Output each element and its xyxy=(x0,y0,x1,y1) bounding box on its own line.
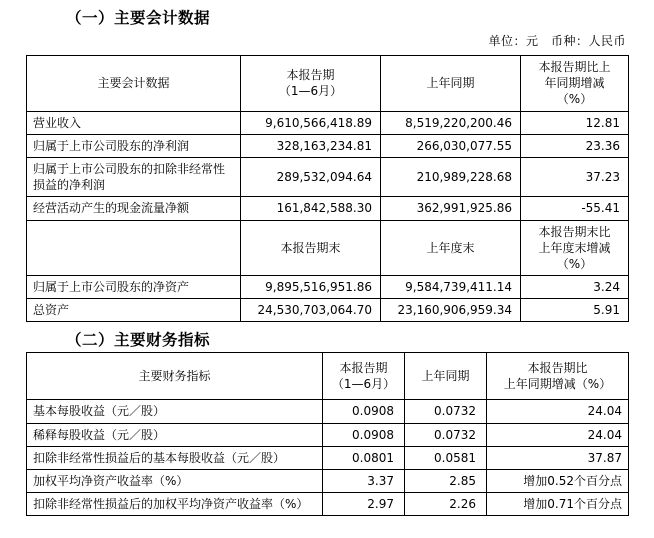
row-prior: 210,989,228.68 xyxy=(381,157,521,196)
row-prior: 0.0732 xyxy=(405,423,487,446)
row-change: 增加0.52个百分点 xyxy=(487,470,629,493)
row-change: 5.91 xyxy=(521,299,629,322)
table-row xyxy=(27,111,629,134)
header-cell-change xyxy=(487,353,629,400)
row-prior: 362,991,925.86 xyxy=(381,197,521,220)
table-row xyxy=(27,157,629,196)
row-prior: 0.0581 xyxy=(405,446,487,469)
header-cell-prior: 上年同期 xyxy=(405,353,487,400)
row-label: 扣除非经常性损益后的加权平均净资产收益率（%） xyxy=(27,493,323,516)
row-current: 0.0908 xyxy=(323,423,405,446)
row-current: 3.37 xyxy=(323,470,405,493)
header-change-line3: （%） xyxy=(556,92,593,107)
main-financial-indicators-table xyxy=(26,352,629,516)
header2-change-line1: 本报告期末比 xyxy=(538,224,611,239)
row-current: 2.97 xyxy=(323,493,405,516)
table-row xyxy=(27,276,629,299)
header2-cell-label xyxy=(27,220,241,276)
table-row xyxy=(27,470,629,493)
row-current: 328,163,234.81 xyxy=(241,134,381,157)
header-current-line2: （1—6月） xyxy=(331,377,396,392)
header-cell-current xyxy=(323,353,405,400)
row-label: 归属于上市公司股东的净资产 xyxy=(27,276,241,299)
unit-currency-note: 单位：元 币种：人民币 xyxy=(488,34,626,48)
table-header-row xyxy=(27,56,629,112)
row-change: 24.04 xyxy=(487,400,629,423)
header-current-line2: （1—6月） xyxy=(278,84,343,99)
header2-change-line3: （%） xyxy=(556,256,593,271)
header-change-line1: 本报告期比上 xyxy=(538,60,611,74)
section-title-financial-indicators: （二）主要财务指标 xyxy=(66,331,211,350)
row-prior: 8,519,220,200.46 xyxy=(381,111,521,134)
row-prior: 2.85 xyxy=(405,470,487,493)
row-label: 扣除非经常性损益后的基本每股收益（元／股） xyxy=(27,446,323,469)
row-change: 37.23 xyxy=(521,157,629,196)
row-current: 9,895,516,951.86 xyxy=(241,276,381,299)
row-label: 归属于上市公司股东的净利润 xyxy=(27,134,241,157)
table-row xyxy=(27,446,629,469)
table-row xyxy=(27,493,629,516)
header-change-line1: 本报告期比 xyxy=(527,361,588,376)
header-current-line1: 本报告期 xyxy=(339,361,388,376)
header-cell-current xyxy=(241,56,381,112)
header2-cell-current: 本报告期末 xyxy=(241,220,381,276)
row-change: -55.41 xyxy=(521,197,629,220)
row-prior: 266,030,077.55 xyxy=(381,134,521,157)
row-change: 37.87 xyxy=(487,446,629,469)
header2-cell-prior: 上年度末 xyxy=(381,220,521,276)
row-label: 稀释每股收益（元／股） xyxy=(27,423,323,446)
row-change: 3.24 xyxy=(521,276,629,299)
row-current: 289,532,094.64 xyxy=(241,157,381,196)
header-cell-prior: 上年同期 xyxy=(381,56,521,112)
row-prior: 0.0732 xyxy=(405,400,487,423)
header-change-line2: 上年同期增减（%） xyxy=(503,377,612,392)
row-change: 24.04 xyxy=(487,423,629,446)
row-label: 总资产 xyxy=(27,299,241,322)
row-current: 0.0908 xyxy=(323,400,405,423)
row-current: 161,842,588.30 xyxy=(241,197,381,220)
table-header-row xyxy=(27,353,629,400)
row-change: 增加0.71个百分点 xyxy=(487,493,629,516)
table-row xyxy=(27,423,629,446)
header2-cell-change xyxy=(521,220,629,276)
row-label: 加权平均净资产收益率（%） xyxy=(27,470,323,493)
table-header-row-secondary xyxy=(27,220,629,276)
header-current-line1: 本报告期 xyxy=(286,68,335,83)
table-row xyxy=(27,197,629,220)
row-current: 24,530,703,064.70 xyxy=(241,299,381,322)
section-title-accounting-data: （一）主要会计数据 xyxy=(66,9,211,27)
header-cell-change xyxy=(521,56,629,112)
row-current: 9,610,566,418.89 xyxy=(241,111,381,134)
row-change: 23.36 xyxy=(521,134,629,157)
document-page xyxy=(0,6,654,538)
table-row xyxy=(27,400,629,423)
table-row xyxy=(27,134,629,157)
header2-change-line2: 上年度末增减 xyxy=(538,240,611,255)
row-current: 0.0801 xyxy=(323,446,405,469)
row-label: 归属于上市公司股东的扣除非经常性损益的净利润 xyxy=(27,157,241,196)
main-accounting-data-table xyxy=(26,55,629,322)
row-prior: 2.26 xyxy=(405,493,487,516)
header-change-line2: 年同期增减 xyxy=(544,76,605,91)
table-row xyxy=(27,299,629,322)
row-change: 12.81 xyxy=(521,111,629,134)
row-label: 营业收入 xyxy=(27,111,241,134)
header-cell-label: 主要会计数据 xyxy=(27,56,241,112)
row-label: 经营活动产生的现金流量净额 xyxy=(27,197,241,220)
header-cell-label: 主要财务指标 xyxy=(27,353,323,400)
row-label: 基本每股收益（元／股） xyxy=(27,400,323,423)
row-prior: 9,584,739,411.14 xyxy=(381,276,521,299)
row-prior: 23,160,906,959.34 xyxy=(381,299,521,322)
